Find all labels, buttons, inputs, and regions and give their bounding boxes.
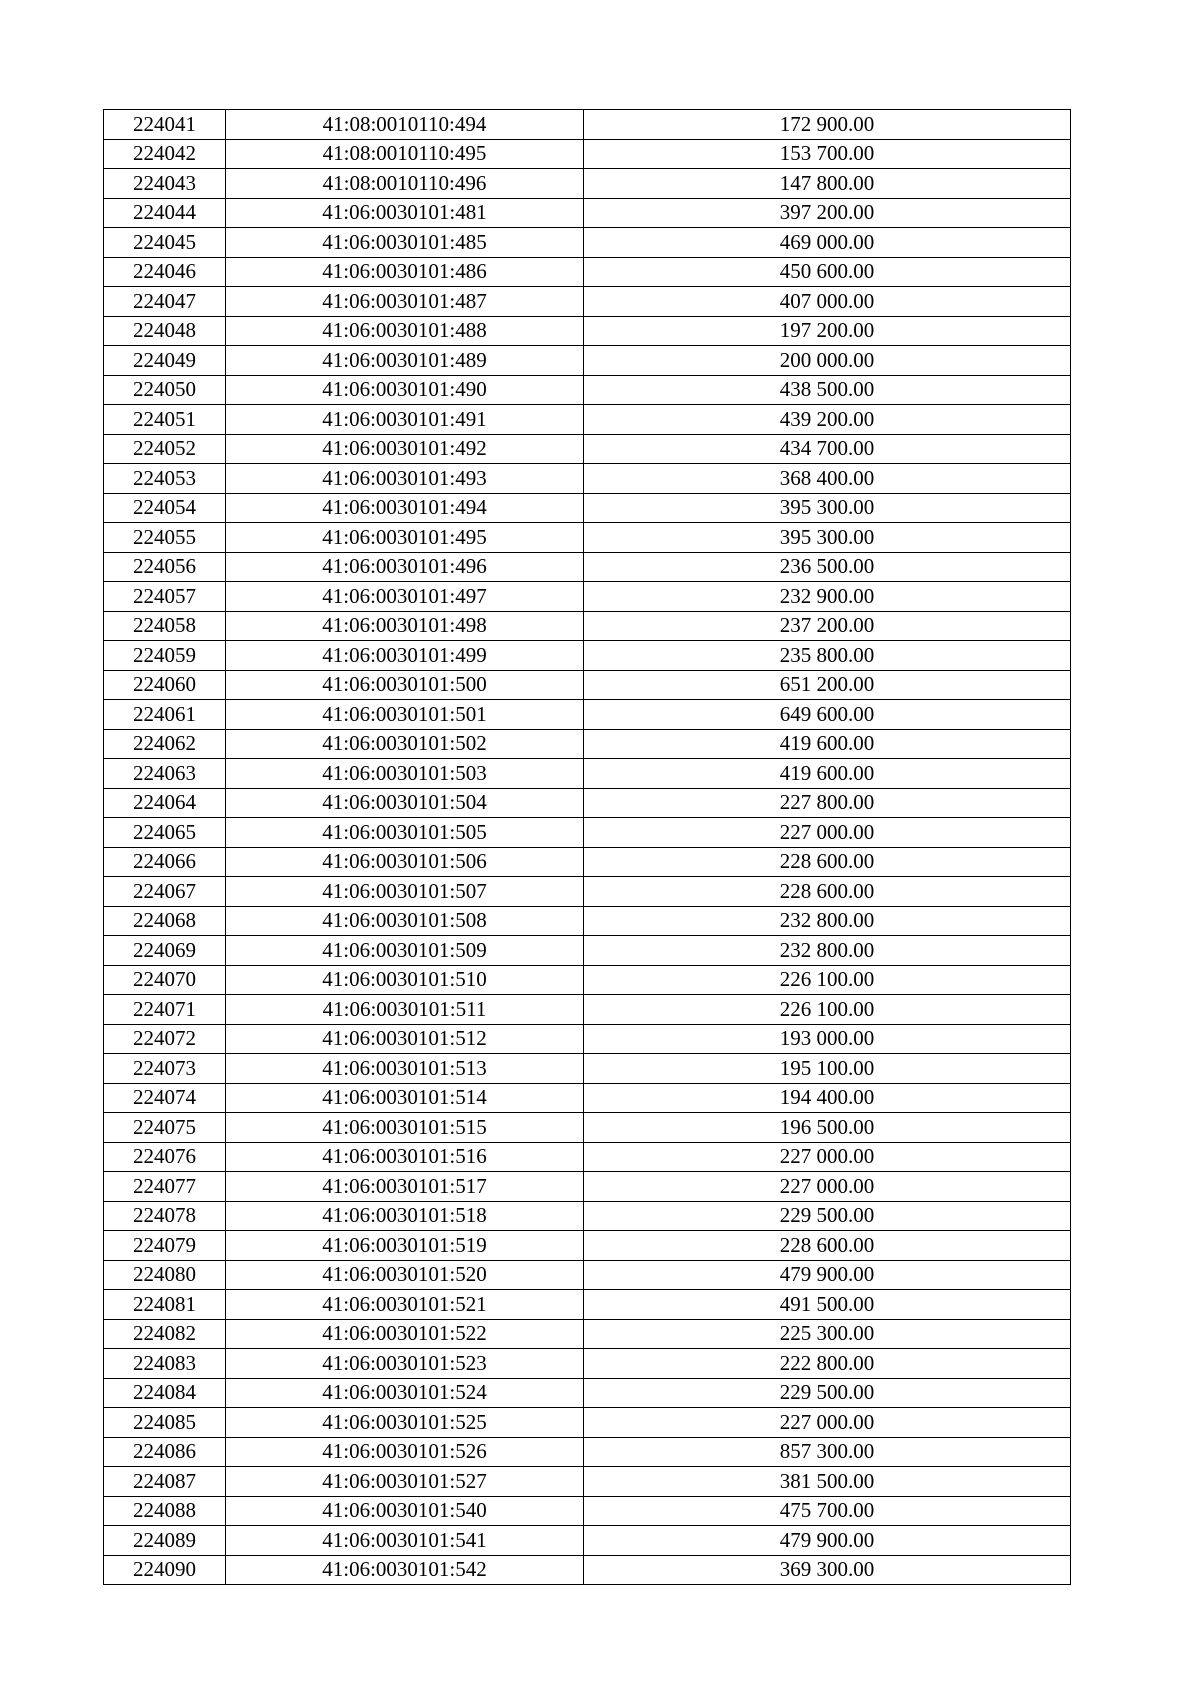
cadastral-number-cell: 41:06:0030101:510 [226,965,584,995]
cadastral-value-cell: 651 200.00 [584,670,1071,700]
table-row [104,464,1071,494]
row-number-cell: 224081 [104,1290,226,1320]
cadastral-value-cell: 381 500.00 [584,1467,1071,1497]
cadastral-number-cell: 41:06:0030101:521 [226,1290,584,1320]
row-number-cell: 224077 [104,1172,226,1202]
cadastral-number-cell: 41:08:0010110:496 [226,169,584,199]
table-row [104,1467,1071,1497]
table-row [104,1260,1071,1290]
row-number-cell: 224053 [104,464,226,494]
cadastral-value-cell: 195 100.00 [584,1054,1071,1084]
table-row [104,287,1071,317]
row-number-cell: 224083 [104,1349,226,1379]
table-row [104,1496,1071,1526]
cadastral-number-cell: 41:06:0030101:541 [226,1526,584,1556]
table-row [104,257,1071,287]
table-row [104,316,1071,346]
table-row [104,877,1071,907]
cadastral-value-cell: 228 600.00 [584,1231,1071,1261]
cadastral-number-cell: 41:06:0030101:515 [226,1113,584,1143]
row-number-cell: 224088 [104,1496,226,1526]
cadastral-number-cell: 41:06:0030101:492 [226,434,584,464]
cadastral-number-cell: 41:06:0030101:491 [226,405,584,435]
row-number-cell: 224076 [104,1142,226,1172]
cadastral-number-cell: 41:06:0030101:502 [226,729,584,759]
row-number-cell: 224050 [104,375,226,405]
table-row [104,759,1071,789]
row-number-cell: 224067 [104,877,226,907]
table-row [104,1437,1071,1467]
row-number-cell: 224058 [104,611,226,641]
cadastral-value-cell: 172 900.00 [584,110,1071,140]
table-row [104,847,1071,877]
row-number-cell: 224048 [104,316,226,346]
cadastral-number-cell: 41:06:0030101:509 [226,936,584,966]
cadastral-number-cell: 41:06:0030101:512 [226,1024,584,1054]
cadastral-value-cell: 368 400.00 [584,464,1071,494]
cadastral-value-cell: 227 000.00 [584,1142,1071,1172]
row-number-cell: 224059 [104,641,226,671]
table-row [104,1083,1071,1113]
cadastral-number-cell: 41:08:0010110:494 [226,110,584,140]
cadastral-number-cell: 41:06:0030101:523 [226,1349,584,1379]
row-number-cell: 224073 [104,1054,226,1084]
cadastral-value-cell: 419 600.00 [584,759,1071,789]
cadastral-number-cell: 41:06:0030101:511 [226,995,584,1025]
cadastral-value-cell: 439 200.00 [584,405,1071,435]
table-row [104,1231,1071,1261]
cadastral-value-cell: 222 800.00 [584,1349,1071,1379]
cadastral-number-cell: 41:06:0030101:499 [226,641,584,671]
row-number-cell: 224079 [104,1231,226,1261]
cadastral-value-cell: 235 800.00 [584,641,1071,671]
cadastral-number-cell: 41:06:0030101:508 [226,906,584,936]
row-number-cell: 224061 [104,700,226,730]
table-row [104,818,1071,848]
table-row [104,1349,1071,1379]
cadastral-value-cell: 395 300.00 [584,523,1071,553]
row-number-cell: 224054 [104,493,226,523]
row-number-cell: 224051 [104,405,226,435]
row-number-cell: 224084 [104,1378,226,1408]
row-number-cell: 224070 [104,965,226,995]
table-row [104,582,1071,612]
row-number-cell: 224056 [104,552,226,582]
row-number-cell: 224055 [104,523,226,553]
row-number-cell: 224041 [104,110,226,140]
cadastral-value-cell: 228 600.00 [584,877,1071,907]
table-row [104,493,1071,523]
table-row [104,1408,1071,1438]
cadastral-number-cell: 41:06:0030101:498 [226,611,584,641]
table-row [104,1054,1071,1084]
row-number-cell: 224065 [104,818,226,848]
table-row [104,965,1071,995]
row-number-cell: 224074 [104,1083,226,1113]
row-number-cell: 224044 [104,198,226,228]
table-row [104,139,1071,169]
table-row [104,1172,1071,1202]
table-row [104,169,1071,199]
table-row [104,1290,1071,1320]
table-row [104,1319,1071,1349]
cadastral-number-cell: 41:06:0030101:513 [226,1054,584,1084]
cadastral-value-cell: 200 000.00 [584,346,1071,376]
cadastral-number-cell: 41:06:0030101:481 [226,198,584,228]
row-number-cell: 224047 [104,287,226,317]
cadastral-value-cell: 228 600.00 [584,847,1071,877]
cadastral-number-cell: 41:06:0030101:525 [226,1408,584,1438]
table-row [104,228,1071,258]
row-number-cell: 224060 [104,670,226,700]
row-number-cell: 224057 [104,582,226,612]
row-number-cell: 224089 [104,1526,226,1556]
cadastral-value-cell: 232 900.00 [584,582,1071,612]
cadastral-number-cell: 41:06:0030101:490 [226,375,584,405]
row-number-cell: 224042 [104,139,226,169]
cadastral-value-cell: 153 700.00 [584,139,1071,169]
row-number-cell: 224046 [104,257,226,287]
cadastral-value-cell: 227 000.00 [584,1172,1071,1202]
table-row [104,936,1071,966]
row-number-cell: 224080 [104,1260,226,1290]
cadastral-number-cell: 41:06:0030101:527 [226,1467,584,1497]
row-number-cell: 224062 [104,729,226,759]
cadastral-number-cell: 41:06:0030101:501 [226,700,584,730]
table-row [104,552,1071,582]
table-row [104,729,1071,759]
cadastral-number-cell: 41:06:0030101:486 [226,257,584,287]
row-number-cell: 224052 [104,434,226,464]
cadastral-number-cell: 41:06:0030101:496 [226,552,584,582]
row-number-cell: 224090 [104,1555,226,1585]
cadastral-value-cell: 227 000.00 [584,1408,1071,1438]
cadastral-number-cell: 41:06:0030101:485 [226,228,584,258]
cadastral-value-cell: 147 800.00 [584,169,1071,199]
cadastral-value-cell: 237 200.00 [584,611,1071,641]
cadastral-value-cell: 649 600.00 [584,700,1071,730]
cadastral-value-cell: 407 000.00 [584,287,1071,317]
table-row [104,670,1071,700]
cadastral-number-cell: 41:06:0030101:493 [226,464,584,494]
cadastral-value-cell: 196 500.00 [584,1113,1071,1143]
cadastral-number-cell: 41:06:0030101:495 [226,523,584,553]
cadastral-value-cell: 193 000.00 [584,1024,1071,1054]
cadastral-number-cell: 41:06:0030101:526 [226,1437,584,1467]
row-number-cell: 224064 [104,788,226,818]
cadastral-number-cell: 41:06:0030101:518 [226,1201,584,1231]
table-row [104,906,1071,936]
row-number-cell: 224049 [104,346,226,376]
cadastral-number-cell: 41:06:0030101:524 [226,1378,584,1408]
cadastral-number-cell: 41:06:0030101:519 [226,1231,584,1261]
row-number-cell: 224068 [104,906,226,936]
cadastral-number-cell: 41:06:0030101:540 [226,1496,584,1526]
table-row [104,1024,1071,1054]
cadastral-number-cell: 41:06:0030101:487 [226,287,584,317]
cadastral-number-cell: 41:08:0010110:495 [226,139,584,169]
cadastral-number-cell: 41:06:0030101:506 [226,847,584,877]
cadastral-value-cell: 491 500.00 [584,1290,1071,1320]
cadastral-value-cell: 397 200.00 [584,198,1071,228]
table-row [104,788,1071,818]
cadastral-value-cell: 226 100.00 [584,995,1071,1025]
row-number-cell: 224063 [104,759,226,789]
row-number-cell: 224075 [104,1113,226,1143]
cadastral-value-cell: 479 900.00 [584,1526,1071,1556]
cadastral-value-cell: 229 500.00 [584,1378,1071,1408]
cadastral-number-cell: 41:06:0030101:542 [226,1555,584,1585]
row-number-cell: 224072 [104,1024,226,1054]
cadastral-number-cell: 41:06:0030101:494 [226,493,584,523]
row-number-cell: 224066 [104,847,226,877]
row-number-cell: 224087 [104,1467,226,1497]
cadastral-number-cell: 41:06:0030101:489 [226,346,584,376]
table-row [104,1113,1071,1143]
table-row [104,1142,1071,1172]
cadastral-value-cell: 227 000.00 [584,818,1071,848]
row-number-cell: 224069 [104,936,226,966]
cadastral-value-cell: 395 300.00 [584,493,1071,523]
row-number-cell: 224071 [104,995,226,1025]
table-row [104,523,1071,553]
cadastral-number-cell: 41:06:0030101:500 [226,670,584,700]
cadastral-value-cell: 226 100.00 [584,965,1071,995]
cadastral-number-cell: 41:06:0030101:504 [226,788,584,818]
table-row [104,198,1071,228]
cadastral-number-cell: 41:06:0030101:497 [226,582,584,612]
table-row [104,1555,1071,1585]
cadastral-value-cell: 194 400.00 [584,1083,1071,1113]
table-row [104,110,1071,140]
table-row [104,995,1071,1025]
cadastral-number-cell: 41:06:0030101:507 [226,877,584,907]
cadastral-number-cell: 41:06:0030101:488 [226,316,584,346]
cadastral-number-cell: 41:06:0030101:505 [226,818,584,848]
row-number-cell: 224082 [104,1319,226,1349]
cadastral-value-cell: 479 900.00 [584,1260,1071,1290]
cadastral-value-cell: 236 500.00 [584,552,1071,582]
cadastral-value-table [103,109,1071,1585]
table-row [104,375,1071,405]
cadastral-number-cell: 41:06:0030101:517 [226,1172,584,1202]
table-row [104,1378,1071,1408]
cadastral-number-cell: 41:06:0030101:522 [226,1319,584,1349]
cadastral-value-cell: 197 200.00 [584,316,1071,346]
cadastral-value-cell: 227 800.00 [584,788,1071,818]
table-body [104,110,1071,1585]
table-row [104,434,1071,464]
cadastral-value-cell: 434 700.00 [584,434,1071,464]
table-row [104,700,1071,730]
row-number-cell: 224043 [104,169,226,199]
table-row [104,1201,1071,1231]
row-number-cell: 224045 [104,228,226,258]
table-row [104,611,1071,641]
row-number-cell: 224086 [104,1437,226,1467]
cadastral-value-cell: 438 500.00 [584,375,1071,405]
cadastral-value-cell: 469 000.00 [584,228,1071,258]
cadastral-value-cell: 232 800.00 [584,906,1071,936]
table-row [104,405,1071,435]
cadastral-number-cell: 41:06:0030101:516 [226,1142,584,1172]
cadastral-number-cell: 41:06:0030101:503 [226,759,584,789]
cadastral-number-cell: 41:06:0030101:514 [226,1083,584,1113]
cadastral-value-cell: 450 600.00 [584,257,1071,287]
cadastral-value-cell: 419 600.00 [584,729,1071,759]
row-number-cell: 224078 [104,1201,226,1231]
cadastral-value-cell: 369 300.00 [584,1555,1071,1585]
cadastral-value-cell: 225 300.00 [584,1319,1071,1349]
cadastral-value-cell: 857 300.00 [584,1437,1071,1467]
table-row [104,1526,1071,1556]
table-row [104,346,1071,376]
cadastral-value-cell: 232 800.00 [584,936,1071,966]
cadastral-value-cell: 229 500.00 [584,1201,1071,1231]
table-row [104,641,1071,671]
cadastral-number-cell: 41:06:0030101:520 [226,1260,584,1290]
row-number-cell: 224085 [104,1408,226,1438]
cadastral-value-cell: 475 700.00 [584,1496,1071,1526]
